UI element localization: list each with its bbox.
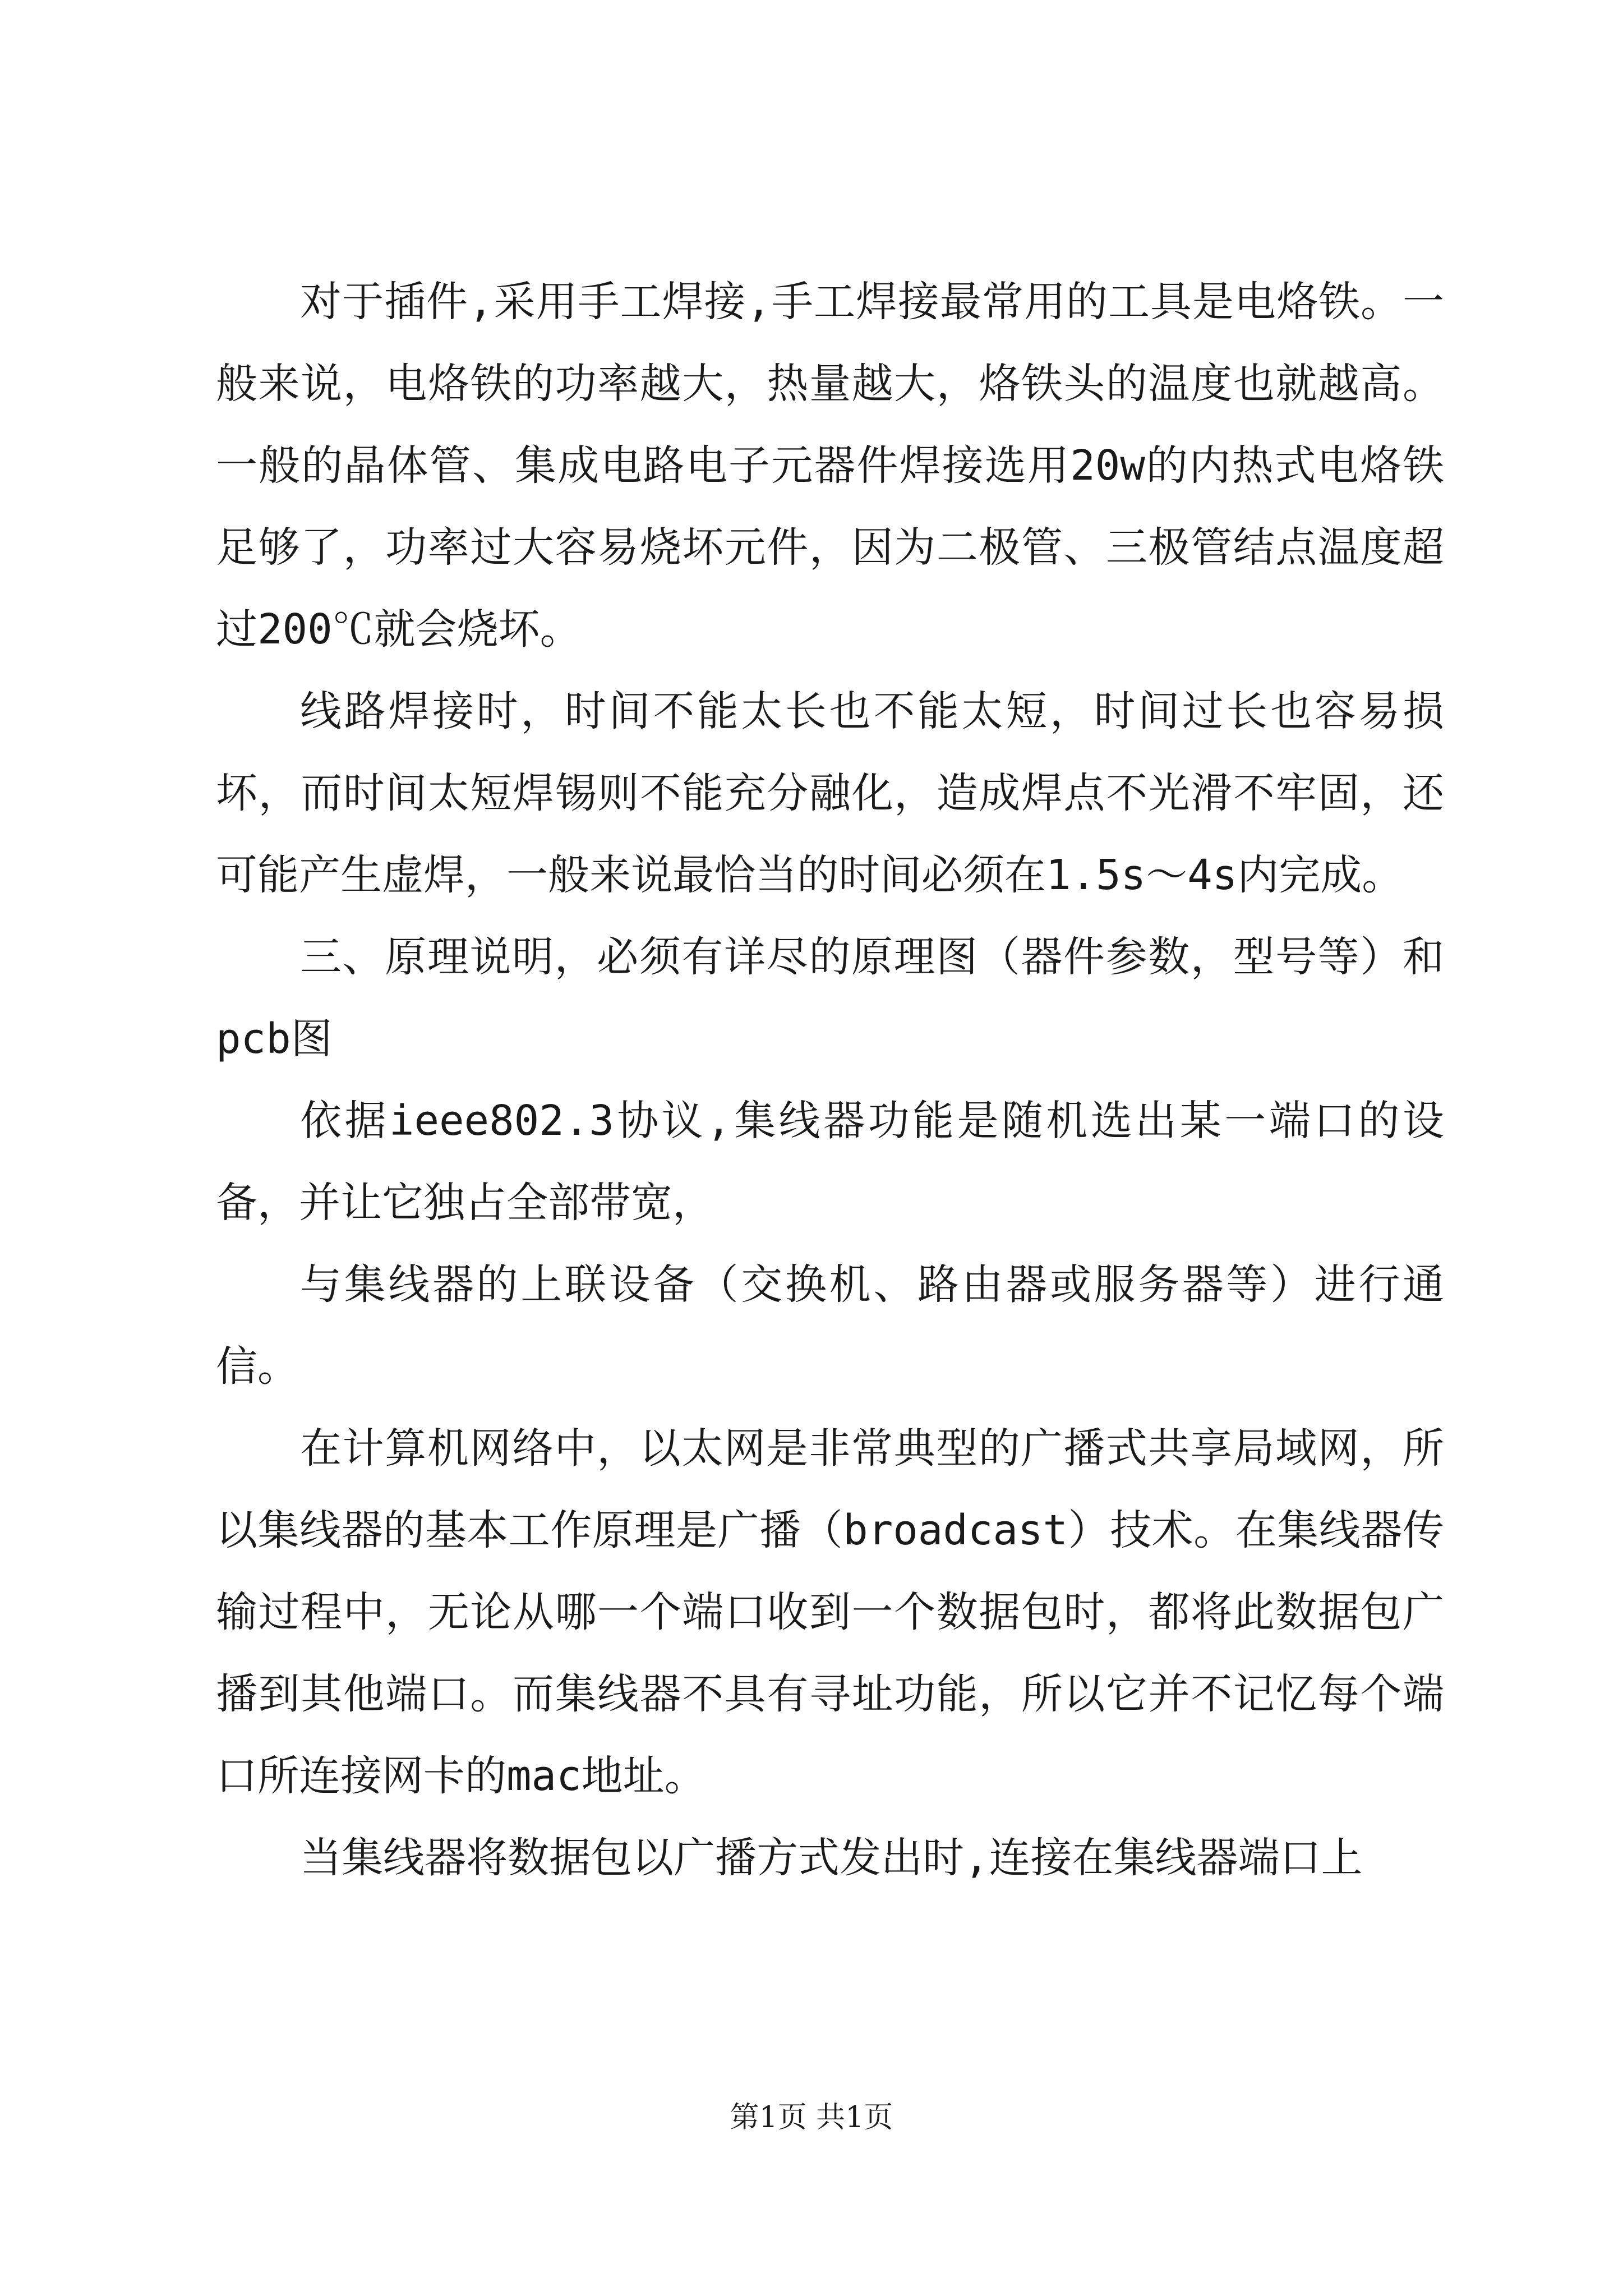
page-footer: 第1页 共1页 xyxy=(730,2101,893,2134)
paragraph-uplink-devices: 与集线器的上联设备（交换机、路由器或服务器等）进行通信。 xyxy=(216,1260,1444,1391)
paragraph-broadcast-principle: 在计算机网络中，以太网是非常典型的广播式共享局域网，所以集线器的基本工作原理是广播（broadcast）技术。在集线器传输过程中，无论从哪一个端口收到一个数据包时，都将此数据包广播到其他端口。而集线器不具有寻址功能，所以它并不记忆每个端口所连接网卡的mac地址。 xyxy=(216,1424,1444,1800)
paragraph-soldering-time: 线路焊接时，时间不能太长也不能太短，时间过长也容易损坏，而时间太短焊锡则不能充分融化，造成焊点不光滑不牢固，还可能产生虚焊，一般来说最恰当的时间必须在1.5s～4s内完成。 xyxy=(216,687,1444,899)
paragraph-ieee-protocol: 依据ieee802.3协议,集线器功能是随机选出某一端口的设备，并让它独占全部带宽， xyxy=(216,1097,1444,1227)
paragraph-soldering-tools: 对于插件,采用手工焊接,手工焊接最常用的工具是电烙铁。一般来说，电烙铁的功率越大，热量越大，烙铁头的温度也就越高。一般的晶体管、集成电路电子元器件焊接选用20w的内热式电烙铁足够了，功率过大容易烧坏元件，因为二极管、三极管结点温度超过200℃就会烧坏。 xyxy=(216,278,1444,654)
document-body xyxy=(216,261,1444,1899)
paragraph-broadcast-continued: 当集线器将数据包以广播方式发出时,连接在集线器端口上 xyxy=(300,1834,1363,1882)
section-heading-principle: 三、原理说明，必须有详尽的原理图（器件参数，型号等）和pcb图 xyxy=(216,933,1444,1063)
